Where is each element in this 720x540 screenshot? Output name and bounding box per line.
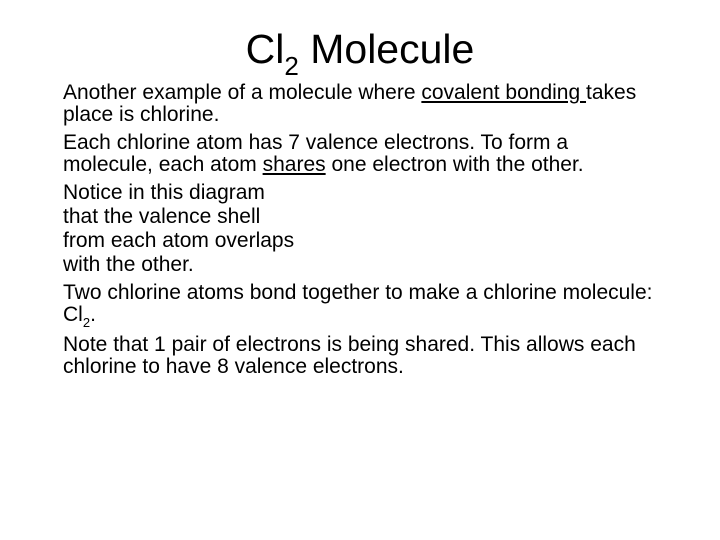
title-subscript: 2: [284, 51, 299, 81]
p4-subscript: 2: [82, 315, 91, 330]
p1-text-b: takes place is chlorine.: [63, 81, 637, 126]
p1-text-a: Another example of a molecule where: [63, 81, 422, 104]
slide-body: [63, 82, 663, 384]
p4-text-b: .: [90, 303, 96, 326]
paragraph-diagram-line-1: Notice in this diagram: [63, 181, 265, 204]
shares-link[interactable]: shares: [262, 153, 326, 176]
p2-text-a: Each chlorine atom has 7 valence electrons. To form a molecule, each atom: [63, 131, 569, 176]
paragraph-valence-electrons: [63, 132, 663, 176]
paragraph-diagram-line-3: from each atom overlaps: [63, 229, 295, 252]
paragraph-molecule-formula: [63, 282, 663, 328]
p4-text-a: Two chlorine atoms bond together to make a chlorine molecule: Cl: [63, 281, 653, 326]
title-text-b: Molecule: [298, 26, 475, 72]
paragraph-diagram-line-2: that the valence shell: [63, 205, 261, 228]
paragraph-diagram-line-4: with the other.: [63, 253, 194, 276]
paragraph-shared-pair: Note that 1 pair of electrons is being shared. This allows each chlorine to have 8 valence electrons.: [63, 333, 636, 378]
covalent-bonding-link[interactable]: covalent bonding: [421, 81, 587, 104]
title-text-a: Cl: [245, 26, 285, 72]
p2-text-b: one electron with the other.: [325, 153, 584, 176]
paragraph-covalent-intro: [63, 82, 663, 126]
slide-title: [0, 24, 720, 79]
